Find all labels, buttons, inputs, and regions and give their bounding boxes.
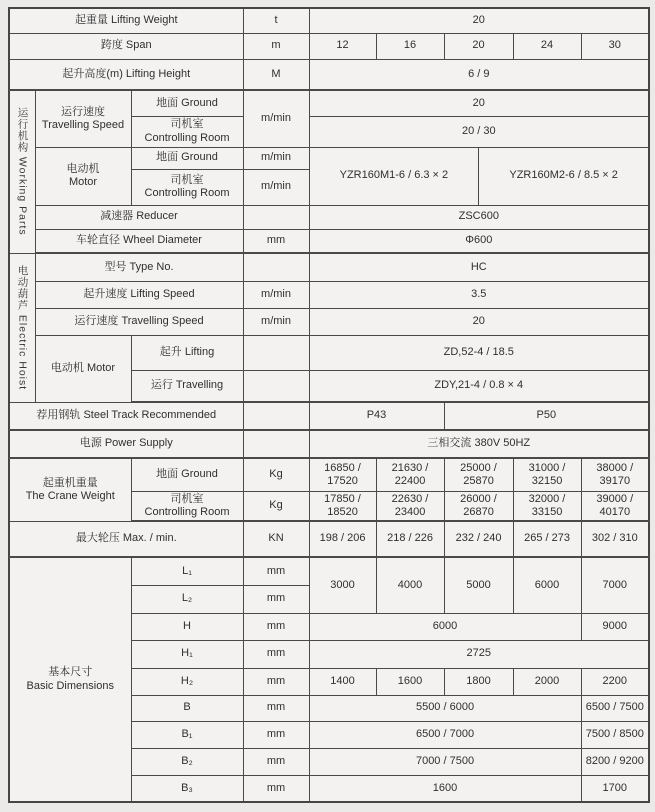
dim-h2-16: 1600 (376, 668, 444, 695)
dim-b-value-30: 6500 / 7500 (581, 695, 649, 721)
cell-line: Motor (68, 176, 98, 188)
cell-line: 33150 (531, 505, 563, 518)
dim-b1-value-30: 7500 / 8500 (581, 721, 649, 748)
dim-h1-unit: mm (243, 640, 309, 668)
crane-weight-cab-24 (513, 491, 581, 521)
cell-line: Controlling Room (144, 187, 230, 199)
hoist-motor-lifting-label: 起升 Lifting (131, 335, 243, 370)
cell-line: 40170 (599, 505, 631, 518)
crane-weight-ground-12 (309, 458, 376, 491)
crane-weight-ground-20 (444, 458, 513, 491)
crane-weight-ground-24 (513, 458, 581, 491)
hoist-travelling-speed-unit: m/min (243, 308, 309, 335)
lifting-height-label: 起升高度(m) Lifting Height (9, 59, 243, 90)
max-wheel-load-30: 302 / 310 (581, 521, 649, 557)
dim-h1-value: 2725 (309, 640, 649, 668)
lifting-height-value: 6 / 9 (309, 59, 649, 90)
travelling-speed-cab-value: 20 / 30 (309, 116, 649, 147)
dim-b3-unit: mm (243, 775, 309, 802)
span-value-30: 30 (581, 33, 649, 59)
lifting-weight-unit: t (243, 8, 309, 33)
wheel-diameter-label: 车轮直径 Wheel Diameter (35, 229, 243, 253)
hoist-type-value: HC (309, 253, 649, 281)
dim-h2-12: 1400 (309, 668, 376, 695)
hoist-motor-travelling-label: 运行 Travelling (131, 370, 243, 402)
dim-h2-20: 1800 (444, 668, 513, 695)
hoist-travelling-speed-label: 运行速度 Travelling Speed (35, 308, 243, 335)
hoist-motor-travelling-unit (243, 370, 309, 402)
basic-dimensions-label (9, 557, 131, 802)
dim-b2-label: B₂ (131, 748, 243, 775)
crane-weight-ground-unit: Kg (243, 458, 309, 491)
section-working-parts (9, 90, 35, 253)
hoist-lifting-speed-unit: m/min (243, 281, 309, 308)
dim-h-unit: mm (243, 613, 309, 640)
cell-line: 运行速度 (61, 105, 105, 118)
dim-l-30: 7000 (581, 557, 649, 613)
hoist-motor-lifting-unit (243, 335, 309, 370)
dim-h1-label: H₁ (131, 640, 243, 668)
cell-line: 32000 / (528, 492, 566, 505)
working-motor-values (309, 147, 649, 205)
cell-line: 22630 / (391, 492, 429, 505)
crane-weight-cab-unit: Kg (243, 491, 309, 521)
dim-h2-label: H₂ (131, 668, 243, 695)
dim-b2-unit: mm (243, 748, 309, 775)
cell-line: 23400 (394, 505, 426, 518)
cell-line: 22400 (394, 474, 426, 487)
hoist-motor-label: 电动机 Motor (35, 335, 131, 402)
dim-b2-value-30: 8200 / 9200 (581, 748, 649, 775)
working-motor-ground-label: 地面 Ground (131, 147, 243, 169)
hoist-lifting-speed-value: 3.5 (309, 281, 649, 308)
power-supply-label: 电源 Power Supply (9, 430, 243, 458)
travelling-speed-cab-label (131, 116, 243, 147)
cell-line: 司机室 (170, 173, 204, 186)
cell-line: 25870 (463, 474, 494, 487)
power-supply-value: 三相交流 380V 50HZ (309, 430, 649, 458)
travelling-speed-ground-value: 20 (309, 90, 649, 116)
hoist-lifting-speed-label: 起升速度 Lifting Speed (35, 281, 243, 308)
dim-l-16: 4000 (376, 557, 444, 613)
span-unit: m (243, 33, 309, 59)
cell-line: 39000 / (596, 492, 634, 505)
working-motor-ground-unit: m/min (243, 147, 309, 169)
span-value-16: 16 (376, 33, 444, 59)
cell-line: 16850 / (324, 461, 361, 474)
dim-h2-30: 2200 (581, 668, 649, 695)
steel-track-unit (243, 402, 309, 430)
reducer-label: 减速器 Reducer (35, 205, 243, 229)
crane-weight-ground-label: 地面 Ground (131, 458, 243, 491)
lifting-height-unit: M (243, 59, 309, 90)
dim-b3-value-main: 1600 (309, 775, 581, 802)
cell-line: Controlling Room (144, 131, 230, 144)
span-value-24: 24 (513, 33, 581, 59)
cell-line: 18520 (327, 505, 358, 518)
dim-l-12: 3000 (309, 557, 376, 613)
section-working-parts-label: 运行机构 Working Parts (16, 107, 29, 237)
section-electric-hoist-label: 电动葫芦 Electric Hoist (16, 264, 29, 391)
working-motor-cab-unit: m/min (243, 169, 309, 205)
dim-h-label: H (131, 613, 243, 640)
cell-line: 基本尺寸 (48, 666, 93, 679)
travelling-speed-unit: m/min (243, 90, 309, 147)
dim-h2-24: 2000 (513, 668, 581, 695)
steel-track-label: 荐用钢轨 Steel Track Recommended (9, 402, 243, 430)
hoist-motor-travelling-value: ZDY,21-4 / 0.8 × 4 (309, 370, 649, 402)
wheel-diameter-unit: mm (243, 229, 309, 253)
dim-b-label: B (131, 695, 243, 721)
cell-line: 26000 / (460, 492, 497, 505)
dim-l1-unit: mm (243, 557, 309, 585)
travelling-speed-ground-label: 地面 Ground (131, 90, 243, 116)
hoist-type-unit (243, 253, 309, 281)
crane-weight-cab-20 (444, 491, 513, 521)
dim-h2-unit: mm (243, 668, 309, 695)
steel-track-value-p50: P50 (444, 402, 649, 430)
reducer-value: ZSC600 (309, 205, 649, 229)
cell-line: 司机室 (170, 118, 204, 131)
cell-line: 32150 (531, 474, 563, 487)
max-wheel-load-label: 最大轮压 Max. / min. (9, 521, 243, 557)
cell-line: 17520 (327, 474, 358, 487)
reducer-unit (243, 205, 309, 229)
lifting-weight-label: 起重量 Lifting Weight (9, 8, 243, 33)
dim-l-20: 5000 (444, 557, 513, 613)
split-value: YZR160M2-6 / 8.5 × 2 (478, 148, 648, 205)
crane-weight-cab-16 (376, 491, 444, 521)
crane-weight-label (9, 458, 131, 521)
dim-b-unit: mm (243, 695, 309, 721)
dim-l1-label: L₁ (131, 557, 243, 585)
crane-weight-ground-30 (581, 458, 649, 491)
hoist-type-label: 型号 Type No. (35, 253, 243, 281)
dim-b1-unit: mm (243, 721, 309, 748)
hoist-motor-lifting-value: ZD,52-4 / 18.5 (309, 335, 649, 370)
split-value: YZR160M1-6 / 6.3 × 2 (339, 169, 449, 182)
split-value-pair (310, 148, 649, 205)
dim-b1-label: B₁ (131, 721, 243, 748)
max-wheel-load-unit: KN (243, 521, 309, 557)
cell-line: The Crane Weight (25, 489, 115, 502)
cell-line: 26870 (463, 505, 494, 518)
max-wheel-load-20: 232 / 240 (444, 521, 513, 557)
cell-line: 21630 / (391, 461, 429, 474)
cell-line: 电动机 (66, 162, 100, 175)
max-wheel-load-16: 218 / 226 (376, 521, 444, 557)
max-wheel-load-24: 265 / 273 (513, 521, 581, 557)
working-motor-label (35, 147, 131, 205)
cell-line: 25000 / (460, 461, 497, 474)
dim-b3-value-30: 1700 (581, 775, 649, 802)
dim-b-value-main: 5500 / 6000 (309, 695, 581, 721)
dim-b1-value-main: 6500 / 7000 (309, 721, 581, 748)
crane-weight-cab-12 (309, 491, 376, 521)
cell-line: 司机室 (170, 492, 204, 505)
dim-h-value-main: 6000 (309, 613, 581, 640)
span-value-12: 12 (309, 33, 376, 59)
dim-l-24: 6000 (513, 557, 581, 613)
dim-l2-label: L₂ (131, 585, 243, 613)
span-label: 跨度 Span (9, 33, 243, 59)
cell-line: 起重机重量 (42, 476, 98, 489)
cell-line: Travelling Speed (41, 118, 125, 131)
power-supply-unit (243, 430, 309, 458)
crane-weight-ground-16 (376, 458, 444, 491)
cell-line: Controlling Room (144, 505, 230, 518)
lifting-weight-value: 20 (309, 8, 649, 33)
spec-table-body (9, 8, 649, 802)
cell-line: 17850 / (324, 492, 361, 505)
max-wheel-load-12: 198 / 206 (309, 521, 376, 557)
hoist-travelling-speed-value: 20 (309, 308, 649, 335)
cell-line: 31000 / (528, 461, 566, 474)
steel-track-value-p43: P43 (309, 402, 444, 430)
crane-weight-cab-label (131, 491, 243, 521)
crane-weight-cab-30 (581, 491, 649, 521)
cell-line: 38000 / (596, 461, 634, 474)
cell-line: Basic Dimensions (26, 679, 114, 692)
dim-b3-label: B₃ (131, 775, 243, 802)
dim-h-value-30: 9000 (581, 613, 649, 640)
dim-b2-value-main: 7000 / 7500 (309, 748, 581, 775)
span-value-20: 20 (444, 33, 513, 59)
section-electric-hoist (9, 253, 35, 402)
working-motor-cab-label (131, 169, 243, 205)
dim-l2-unit: mm (243, 585, 309, 613)
wheel-diameter-value: Φ600 (309, 229, 649, 253)
spec-table (8, 7, 650, 803)
cell-line: 39170 (599, 474, 631, 487)
travelling-speed-label (35, 90, 131, 147)
